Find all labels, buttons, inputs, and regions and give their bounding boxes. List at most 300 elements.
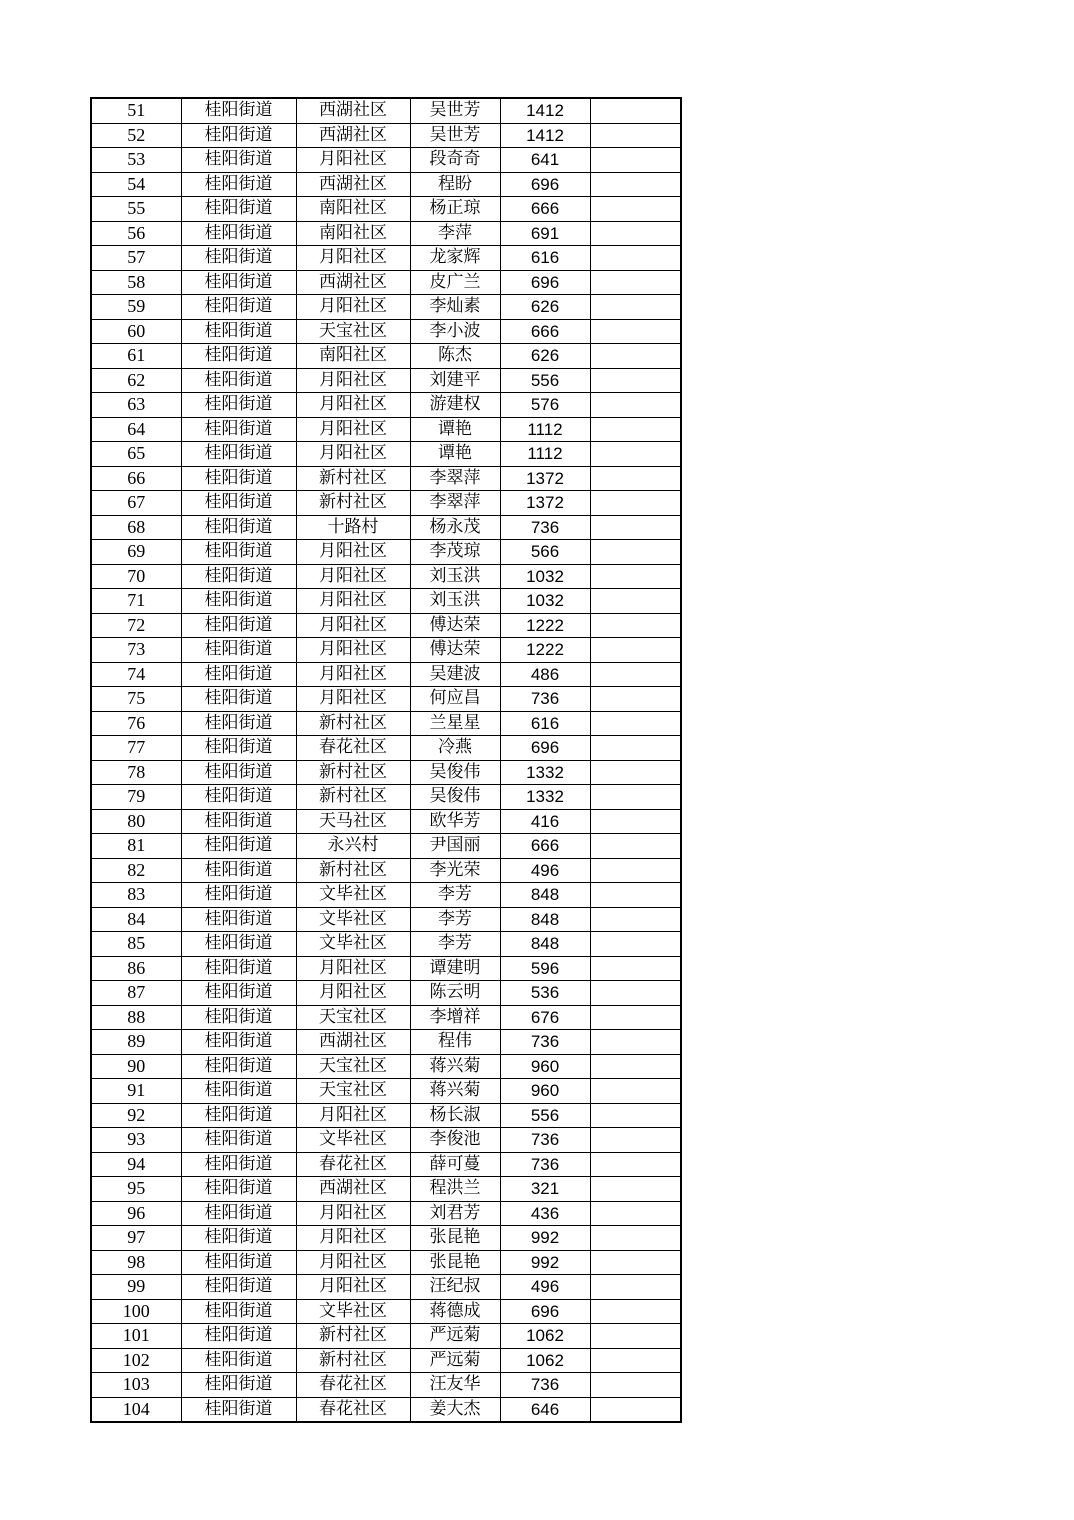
cell-street: 桂阳街道 [181,785,296,810]
cell-amount: 696 [500,270,590,295]
cell-note [590,1348,681,1373]
cell-amount: 666 [500,197,590,222]
cell-street: 桂阳街道 [181,148,296,173]
cell-note [590,368,681,393]
cell-community: 月阳社区 [296,564,410,589]
cell-note [590,932,681,957]
cell-note [590,1250,681,1275]
cell-amount: 691 [500,221,590,246]
cell-name: 薛可蔓 [410,1152,500,1177]
cell-street: 桂阳街道 [181,662,296,687]
table-row [91,1250,681,1275]
cell-serial-number: 86 [91,956,181,981]
cell-name: 程伟 [410,1030,500,1055]
cell-note [590,1030,681,1055]
cell-note [590,687,681,712]
table-row [91,1030,681,1055]
cell-amount: 736 [500,1030,590,1055]
cell-amount: 416 [500,809,590,834]
cell-street: 桂阳街道 [181,368,296,393]
cell-serial-number: 55 [91,197,181,222]
cell-community: 西湖社区 [296,1030,410,1055]
cell-note [590,344,681,369]
cell-street: 桂阳街道 [181,1275,296,1300]
cell-community: 天宝社区 [296,1079,410,1104]
cell-note [590,540,681,565]
cell-name: 李光荣 [410,858,500,883]
cell-community: 月阳社区 [296,295,410,320]
table-row [91,540,681,565]
cell-note [590,1397,681,1422]
cell-name: 严远菊 [410,1324,500,1349]
cell-amount: 1112 [500,442,590,467]
cell-community: 月阳社区 [296,662,410,687]
table-row [91,1373,681,1398]
cell-serial-number: 90 [91,1054,181,1079]
cell-note [590,319,681,344]
cell-serial-number: 65 [91,442,181,467]
table-row [91,760,681,785]
cell-note [590,1079,681,1104]
cell-community: 南阳社区 [296,344,410,369]
cell-name: 李萍 [410,221,500,246]
table-row [91,295,681,320]
cell-community: 月阳社区 [296,1275,410,1300]
cell-street: 桂阳街道 [181,1152,296,1177]
cell-name: 尹国丽 [410,834,500,859]
cell-serial-number: 91 [91,1079,181,1104]
cell-serial-number: 94 [91,1152,181,1177]
table-row [91,907,681,932]
cell-name: 冷燕 [410,736,500,761]
table-row [91,270,681,295]
cell-street: 桂阳街道 [181,809,296,834]
cell-note [590,270,681,295]
cell-street: 桂阳街道 [181,344,296,369]
cell-serial-number: 58 [91,270,181,295]
cell-amount: 736 [500,1373,590,1398]
cell-name: 李茂琼 [410,540,500,565]
cell-street: 桂阳街道 [181,760,296,785]
cell-amount: 1222 [500,638,590,663]
cell-amount: 960 [500,1054,590,1079]
cell-name: 李翠萍 [410,466,500,491]
table-row [91,148,681,173]
cell-serial-number: 67 [91,491,181,516]
cell-amount: 1062 [500,1324,590,1349]
cell-note [590,662,681,687]
cell-amount: 616 [500,711,590,736]
cell-serial-number: 97 [91,1226,181,1251]
cell-street: 桂阳街道 [181,711,296,736]
cell-amount: 1372 [500,466,590,491]
cell-note [590,907,681,932]
cell-street: 桂阳街道 [181,1250,296,1275]
table-row [91,221,681,246]
table-row [91,98,681,123]
cell-community: 月阳社区 [296,1201,410,1226]
cell-serial-number: 83 [91,883,181,908]
cell-serial-number: 59 [91,295,181,320]
cell-street: 桂阳街道 [181,1103,296,1128]
cell-name: 程洪兰 [410,1177,500,1202]
cell-amount: 736 [500,687,590,712]
cell-community: 春花社区 [296,1152,410,1177]
table-row [91,1299,681,1324]
cell-amount: 1412 [500,123,590,148]
cell-street: 桂阳街道 [181,466,296,491]
table-row [91,197,681,222]
cell-community: 春花社区 [296,1373,410,1398]
cell-street: 桂阳街道 [181,687,296,712]
cell-street: 桂阳街道 [181,613,296,638]
cell-note [590,1324,681,1349]
cell-amount: 641 [500,148,590,173]
cell-serial-number: 95 [91,1177,181,1202]
cell-street: 桂阳街道 [181,393,296,418]
cell-street: 桂阳街道 [181,981,296,1006]
cell-community: 月阳社区 [296,1250,410,1275]
cell-street: 桂阳街道 [181,491,296,516]
table-row [91,687,681,712]
cell-name: 杨长淑 [410,1103,500,1128]
cell-serial-number: 103 [91,1373,181,1398]
cell-street: 桂阳街道 [181,1030,296,1055]
cell-amount: 848 [500,883,590,908]
cell-serial-number: 82 [91,858,181,883]
cell-note [590,809,681,834]
cell-note [590,148,681,173]
table-row [91,858,681,883]
cell-name: 欧华芳 [410,809,500,834]
cell-serial-number: 70 [91,564,181,589]
table-row [91,123,681,148]
cell-note [590,393,681,418]
cell-street: 桂阳街道 [181,907,296,932]
table-row [91,1324,681,1349]
cell-name: 谭建明 [410,956,500,981]
cell-note [590,858,681,883]
cell-street: 桂阳街道 [181,172,296,197]
cell-street: 桂阳街道 [181,1324,296,1349]
cell-community: 新村社区 [296,466,410,491]
cell-community: 西湖社区 [296,270,410,295]
cell-amount: 436 [500,1201,590,1226]
table-row [91,1177,681,1202]
cell-name: 李小波 [410,319,500,344]
cell-amount: 848 [500,907,590,932]
table-row [91,319,681,344]
cell-serial-number: 77 [91,736,181,761]
cell-amount: 1222 [500,613,590,638]
cell-name: 皮广兰 [410,270,500,295]
cell-community: 月阳社区 [296,687,410,712]
cell-community: 月阳社区 [296,1226,410,1251]
cell-amount: 1332 [500,785,590,810]
cell-community: 新村社区 [296,760,410,785]
cell-note [590,1299,681,1324]
cell-amount: 696 [500,736,590,761]
cell-amount: 992 [500,1226,590,1251]
cell-name: 刘玉洪 [410,564,500,589]
cell-note [590,736,681,761]
cell-street: 桂阳街道 [181,319,296,344]
table-row [91,834,681,859]
cell-community: 南阳社区 [296,197,410,222]
cell-community: 西湖社区 [296,172,410,197]
cell-street: 桂阳街道 [181,1005,296,1030]
cell-community: 新村社区 [296,1348,410,1373]
cell-name: 蒋德成 [410,1299,500,1324]
cell-serial-number: 88 [91,1005,181,1030]
cell-serial-number: 53 [91,148,181,173]
table-row [91,1005,681,1030]
cell-community: 新村社区 [296,491,410,516]
cell-community: 月阳社区 [296,956,410,981]
table-row [91,662,681,687]
cell-amount: 992 [500,1250,590,1275]
table-row [91,1348,681,1373]
cell-community: 天宝社区 [296,319,410,344]
cell-street: 桂阳街道 [181,1348,296,1373]
table-row [91,515,681,540]
cell-street: 桂阳街道 [181,1397,296,1422]
cell-note [590,1128,681,1153]
cell-serial-number: 80 [91,809,181,834]
cell-note [590,417,681,442]
cell-amount: 736 [500,1152,590,1177]
cell-serial-number: 61 [91,344,181,369]
cell-serial-number: 62 [91,368,181,393]
table-row [91,1152,681,1177]
cell-name: 李增祥 [410,1005,500,1030]
cell-note [590,834,681,859]
table-body [91,98,681,1422]
cell-amount: 321 [500,1177,590,1202]
cell-amount: 626 [500,344,590,369]
cell-community: 月阳社区 [296,1103,410,1128]
cell-amount: 646 [500,1397,590,1422]
table-row [91,711,681,736]
table-row [91,589,681,614]
table-row [91,344,681,369]
cell-amount: 626 [500,295,590,320]
cell-amount: 536 [500,981,590,1006]
table-row [91,981,681,1006]
cell-amount: 496 [500,1275,590,1300]
cell-street: 桂阳街道 [181,1299,296,1324]
cell-note [590,1103,681,1128]
cell-note [590,466,681,491]
cell-name: 兰星星 [410,711,500,736]
cell-street: 桂阳街道 [181,1128,296,1153]
cell-community: 月阳社区 [296,981,410,1006]
cell-street: 桂阳街道 [181,1226,296,1251]
cell-name: 蒋兴菊 [410,1054,500,1079]
cell-name: 傅达荣 [410,613,500,638]
cell-community: 新村社区 [296,785,410,810]
cell-note [590,956,681,981]
cell-name: 龙家辉 [410,246,500,271]
cell-community: 天宝社区 [296,1005,410,1030]
cell-community: 南阳社区 [296,221,410,246]
cell-amount: 1032 [500,564,590,589]
cell-serial-number: 64 [91,417,181,442]
table-row [91,442,681,467]
cell-serial-number: 87 [91,981,181,1006]
cell-name: 李俊池 [410,1128,500,1153]
cell-serial-number: 81 [91,834,181,859]
cell-community: 月阳社区 [296,540,410,565]
cell-community: 西湖社区 [296,98,410,123]
table-row [91,883,681,908]
cell-community: 月阳社区 [296,442,410,467]
cell-name: 杨正琼 [410,197,500,222]
cell-street: 桂阳街道 [181,1079,296,1104]
cell-serial-number: 75 [91,687,181,712]
cell-name: 刘君芳 [410,1201,500,1226]
cell-serial-number: 74 [91,662,181,687]
cell-serial-number: 63 [91,393,181,418]
cell-name: 段奇奇 [410,148,500,173]
cell-street: 桂阳街道 [181,270,296,295]
table-row [91,956,681,981]
cell-name: 何应昌 [410,687,500,712]
cell-note [590,1005,681,1030]
cell-serial-number: 100 [91,1299,181,1324]
cell-amount: 696 [500,1299,590,1324]
cell-serial-number: 72 [91,613,181,638]
cell-community: 十路村 [296,515,410,540]
cell-serial-number: 66 [91,466,181,491]
cell-community: 西湖社区 [296,123,410,148]
table-row [91,564,681,589]
cell-name: 严远菊 [410,1348,500,1373]
cell-note [590,638,681,663]
cell-community: 天马社区 [296,809,410,834]
cell-name: 程盼 [410,172,500,197]
cell-community: 永兴村 [296,834,410,859]
cell-street: 桂阳街道 [181,540,296,565]
cell-name: 谭艳 [410,417,500,442]
cell-street: 桂阳街道 [181,883,296,908]
cell-note [590,1275,681,1300]
table-row [91,785,681,810]
cell-name: 陈云明 [410,981,500,1006]
cell-community: 文毕社区 [296,1299,410,1324]
cell-street: 桂阳街道 [181,564,296,589]
cell-name: 吴世芳 [410,123,500,148]
cell-serial-number: 104 [91,1397,181,1422]
cell-note [590,711,681,736]
cell-street: 桂阳街道 [181,736,296,761]
cell-street: 桂阳街道 [181,1373,296,1398]
cell-serial-number: 98 [91,1250,181,1275]
cell-community: 新村社区 [296,711,410,736]
cell-name: 李灿素 [410,295,500,320]
cell-amount: 1372 [500,491,590,516]
data-table [90,97,682,1423]
cell-serial-number: 85 [91,932,181,957]
cell-note [590,123,681,148]
cell-amount: 666 [500,834,590,859]
cell-street: 桂阳街道 [181,1177,296,1202]
table-row [91,809,681,834]
cell-note [590,221,681,246]
table-row [91,638,681,663]
cell-note [590,589,681,614]
cell-street: 桂阳街道 [181,589,296,614]
cell-community: 月阳社区 [296,417,410,442]
table-row [91,1128,681,1153]
cell-name: 吴俊伟 [410,760,500,785]
cell-note [590,564,681,589]
cell-amount: 696 [500,172,590,197]
cell-serial-number: 54 [91,172,181,197]
cell-note [590,1177,681,1202]
cell-amount: 496 [500,858,590,883]
table-row [91,417,681,442]
cell-amount: 596 [500,956,590,981]
cell-community: 文毕社区 [296,907,410,932]
cell-name: 谭艳 [410,442,500,467]
table-row [91,246,681,271]
table-row [91,393,681,418]
cell-note [590,981,681,1006]
cell-name: 李芳 [410,907,500,932]
table-row [91,932,681,957]
cell-street: 桂阳街道 [181,197,296,222]
cell-serial-number: 89 [91,1030,181,1055]
table-row [91,466,681,491]
cell-note [590,1373,681,1398]
table-row [91,1103,681,1128]
cell-community: 天宝社区 [296,1054,410,1079]
cell-street: 桂阳街道 [181,221,296,246]
cell-note [590,197,681,222]
cell-amount: 486 [500,662,590,687]
table-row [91,1079,681,1104]
cell-serial-number: 73 [91,638,181,663]
table-row [91,1275,681,1300]
table-row [91,368,681,393]
cell-serial-number: 56 [91,221,181,246]
cell-community: 西湖社区 [296,1177,410,1202]
cell-street: 桂阳街道 [181,932,296,957]
cell-amount: 576 [500,393,590,418]
cell-serial-number: 96 [91,1201,181,1226]
cell-street: 桂阳街道 [181,98,296,123]
cell-serial-number: 60 [91,319,181,344]
cell-street: 桂阳街道 [181,417,296,442]
cell-note [590,785,681,810]
cell-community: 新村社区 [296,1324,410,1349]
cell-street: 桂阳街道 [181,858,296,883]
cell-name: 吴建波 [410,662,500,687]
cell-street: 桂阳街道 [181,123,296,148]
cell-note [590,1054,681,1079]
cell-amount: 676 [500,1005,590,1030]
cell-amount: 556 [500,368,590,393]
cell-name: 汪友华 [410,1373,500,1398]
cell-note [590,613,681,638]
table-row [91,736,681,761]
cell-street: 桂阳街道 [181,956,296,981]
cell-serial-number: 51 [91,98,181,123]
cell-note [590,98,681,123]
cell-community: 春花社区 [296,736,410,761]
table-row [91,1226,681,1251]
